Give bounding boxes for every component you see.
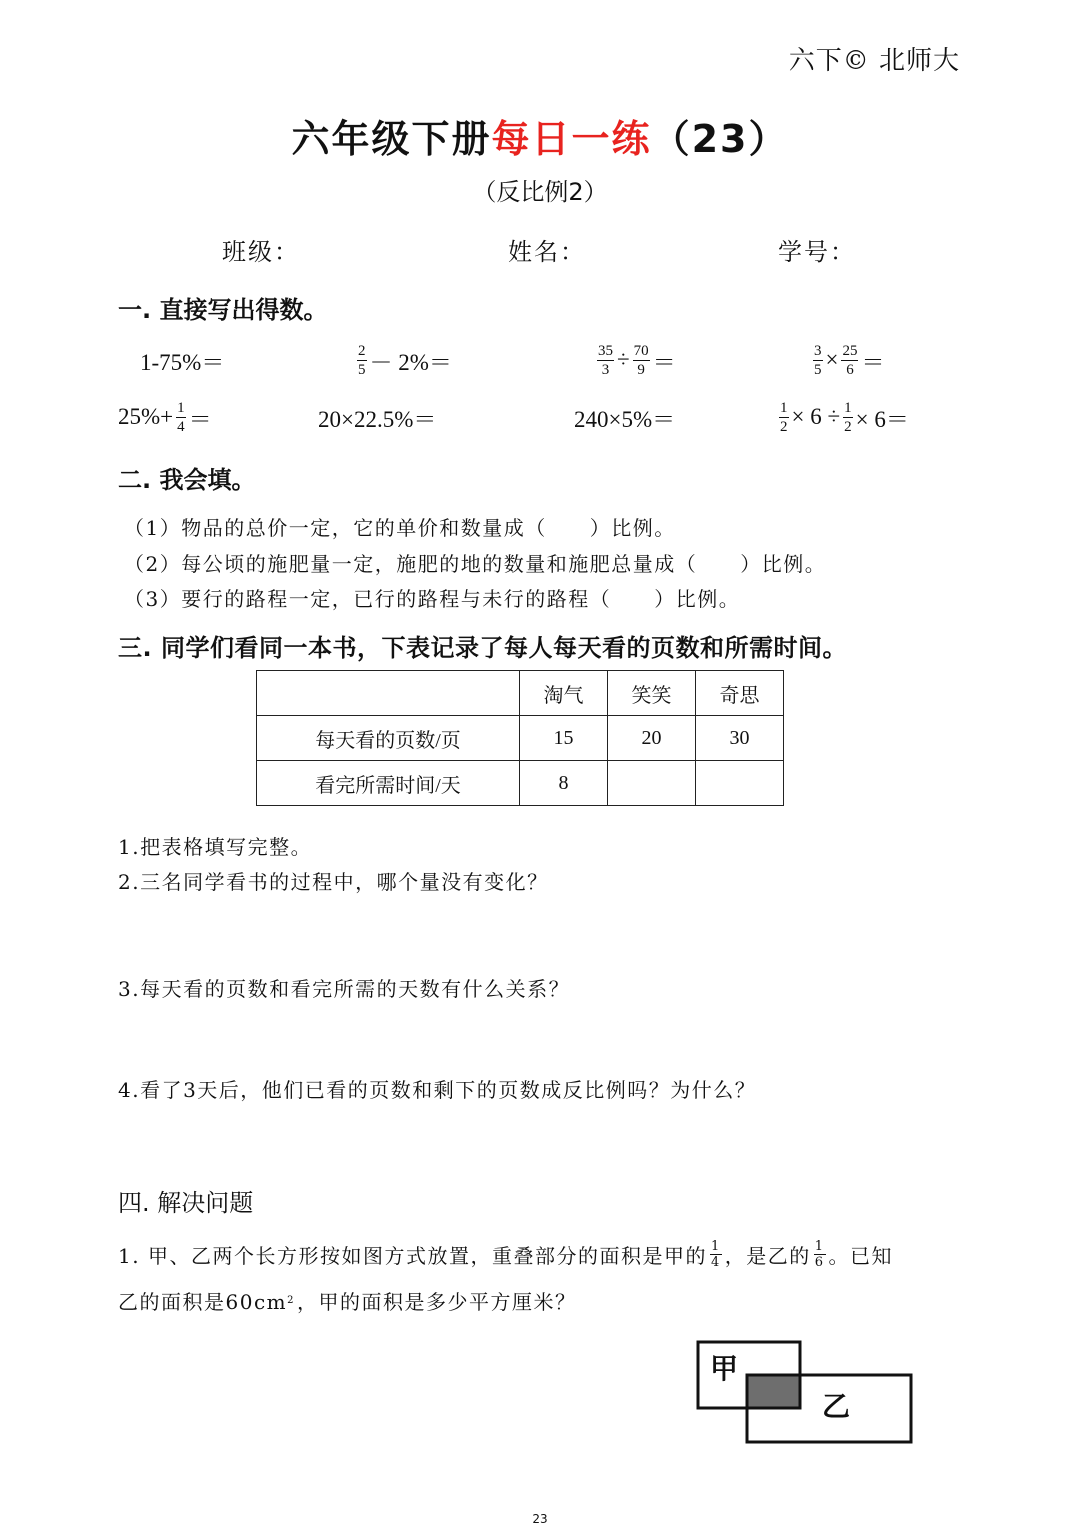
calc-item-f bbox=[318, 397, 436, 437]
problem-line-2 bbox=[118, 1286, 577, 1315]
fraction bbox=[176, 399, 186, 436]
problem-text: 。已知 bbox=[828, 1243, 894, 1268]
question-2: 2.三名同学看书的过程中，哪个量没有变化？ bbox=[118, 870, 549, 894]
problem-text: 1. 甲、乙两个长方形按如图方式放置，重叠部分的面积是甲的 bbox=[118, 1243, 707, 1268]
fill-line-3: （3）要行的路程一定，已行的路程与未行的路程（ ）比例。 bbox=[124, 587, 741, 611]
table-row bbox=[257, 716, 784, 761]
question-1: 1.把表格填写完整。 bbox=[118, 835, 313, 859]
operator: ÷ bbox=[617, 347, 630, 372]
fraction bbox=[841, 342, 858, 379]
section-3-heading: 三. 同学们看同一本书，下表记录了每人每天看的页数和所需时间。 bbox=[118, 634, 847, 662]
table-header-cell: 笑笑 bbox=[608, 671, 696, 716]
calc-item-e bbox=[118, 397, 212, 437]
numerator: 35 bbox=[598, 342, 613, 359]
table-cell: 15 bbox=[520, 716, 608, 761]
table-cell bbox=[696, 761, 784, 806]
denominator: 6 bbox=[846, 361, 854, 378]
section-1-heading: 一. 直接写出得数。 bbox=[118, 296, 328, 324]
label-jia: 甲 bbox=[710, 1352, 739, 1385]
calc-e-pre: 25%+ bbox=[118, 404, 174, 429]
calc-item-h bbox=[776, 397, 909, 437]
table-row bbox=[257, 761, 784, 806]
denominator: 3 bbox=[601, 361, 610, 378]
fraction bbox=[843, 399, 853, 436]
problem-text: ，甲的面积是多少平方厘米？ bbox=[297, 1290, 577, 1314]
calc-item-d bbox=[810, 340, 884, 380]
numerator: 1 bbox=[844, 399, 852, 416]
denominator: 9 bbox=[637, 361, 645, 378]
fraction bbox=[813, 342, 823, 379]
table-cell bbox=[608, 761, 696, 806]
numerator: 1 bbox=[780, 399, 788, 416]
calc-item-c bbox=[594, 340, 676, 380]
calc-f-text: 20×22.5%＝ bbox=[318, 406, 437, 432]
worksheet-subtitle: （反比例2） bbox=[472, 178, 608, 206]
calc-g-text: 240×5%＝ bbox=[574, 406, 676, 432]
calc-a-text: 1-75%＝ bbox=[140, 349, 225, 375]
numerator: 25 bbox=[842, 342, 858, 359]
table-header-cell bbox=[257, 671, 520, 716]
equals: ＝ bbox=[188, 406, 212, 432]
page-number: 23 bbox=[532, 1512, 548, 1526]
table-header-cell: 奇思 bbox=[696, 671, 784, 716]
denominator: 2 bbox=[844, 418, 852, 435]
denominator: 4 bbox=[177, 418, 185, 435]
section-4-heading: 四. 解决问题 bbox=[118, 1189, 254, 1217]
title-part-daily: 每日一练 bbox=[491, 117, 652, 161]
name-field-label: 姓名： bbox=[508, 238, 586, 266]
equals: ＝ bbox=[861, 349, 885, 375]
numerator: 3 bbox=[814, 342, 822, 359]
superscript: 2 bbox=[287, 1295, 295, 1306]
calc-item-a bbox=[140, 340, 224, 380]
equals: ＝ bbox=[652, 349, 676, 375]
problem-text: 乙的面积是60cm bbox=[118, 1290, 288, 1314]
calc-b-rest: － 2%＝ bbox=[369, 349, 452, 375]
fill-line-1: （1）物品的总价一定，它的单价和数量成（ ）比例。 bbox=[124, 516, 676, 540]
numerator: 2 bbox=[358, 342, 366, 359]
question-3: 3.每天看的页数和看完所需的天数有什么关系？ bbox=[118, 977, 571, 1001]
problem-line-1 bbox=[118, 1236, 893, 1272]
calc-h-end: × 6＝ bbox=[855, 406, 909, 432]
calc-item-g bbox=[574, 397, 675, 437]
grade-edition-tag: 六下© 北师大 bbox=[788, 46, 960, 76]
title-part-number: （23） bbox=[651, 117, 789, 161]
denominator: 6 bbox=[814, 1254, 825, 1270]
table-cell: 30 bbox=[696, 716, 784, 761]
numerator: 1 bbox=[814, 1238, 825, 1254]
fraction bbox=[597, 342, 614, 379]
title-part-grade: 六年级下册 bbox=[291, 117, 492, 161]
denominator: 5 bbox=[814, 361, 822, 378]
worksheet-title bbox=[0, 108, 1080, 163]
denominator: 5 bbox=[358, 361, 366, 378]
fraction bbox=[779, 399, 789, 436]
class-field-label: 班级： bbox=[222, 238, 300, 266]
denominator: 2 bbox=[780, 418, 788, 435]
question-4: 4.看了3天后，他们已看的页数和剩下的页数成反比例吗？为什么？ bbox=[118, 1078, 757, 1102]
numerator: 70 bbox=[633, 342, 649, 359]
fraction bbox=[814, 1239, 826, 1270]
label-yi: 乙 bbox=[822, 1390, 851, 1423]
fill-line-2: （2）每公顷的施肥量一定，施肥的地的数量和施肥总量成（ ）比例。 bbox=[124, 552, 827, 576]
rectangles-figure bbox=[690, 1336, 920, 1452]
student-number-field-label: 学号： bbox=[778, 238, 856, 266]
problem-text: ，是乙的 bbox=[724, 1243, 811, 1268]
section-2-heading: 二. 我会填。 bbox=[118, 466, 256, 494]
table-header-cell: 淘气 bbox=[520, 671, 608, 716]
numerator: 1 bbox=[177, 399, 185, 416]
table-header-row bbox=[257, 671, 784, 716]
fraction bbox=[633, 342, 650, 379]
table-row-label: 每天看的页数/页 bbox=[257, 716, 520, 761]
table-cell: 8 bbox=[520, 761, 608, 806]
calc-h-mid: × 6 ÷ bbox=[791, 404, 841, 429]
reading-table bbox=[256, 670, 784, 806]
operator: × bbox=[825, 347, 839, 372]
table-row-label: 看完所需时间/天 bbox=[257, 761, 520, 806]
numerator: 1 bbox=[710, 1238, 721, 1254]
denominator: 4 bbox=[710, 1254, 721, 1270]
fraction bbox=[710, 1239, 722, 1270]
fraction bbox=[357, 342, 367, 379]
calc-item-b bbox=[354, 340, 452, 380]
table-cell: 20 bbox=[608, 716, 696, 761]
overlap-region bbox=[749, 1377, 799, 1407]
